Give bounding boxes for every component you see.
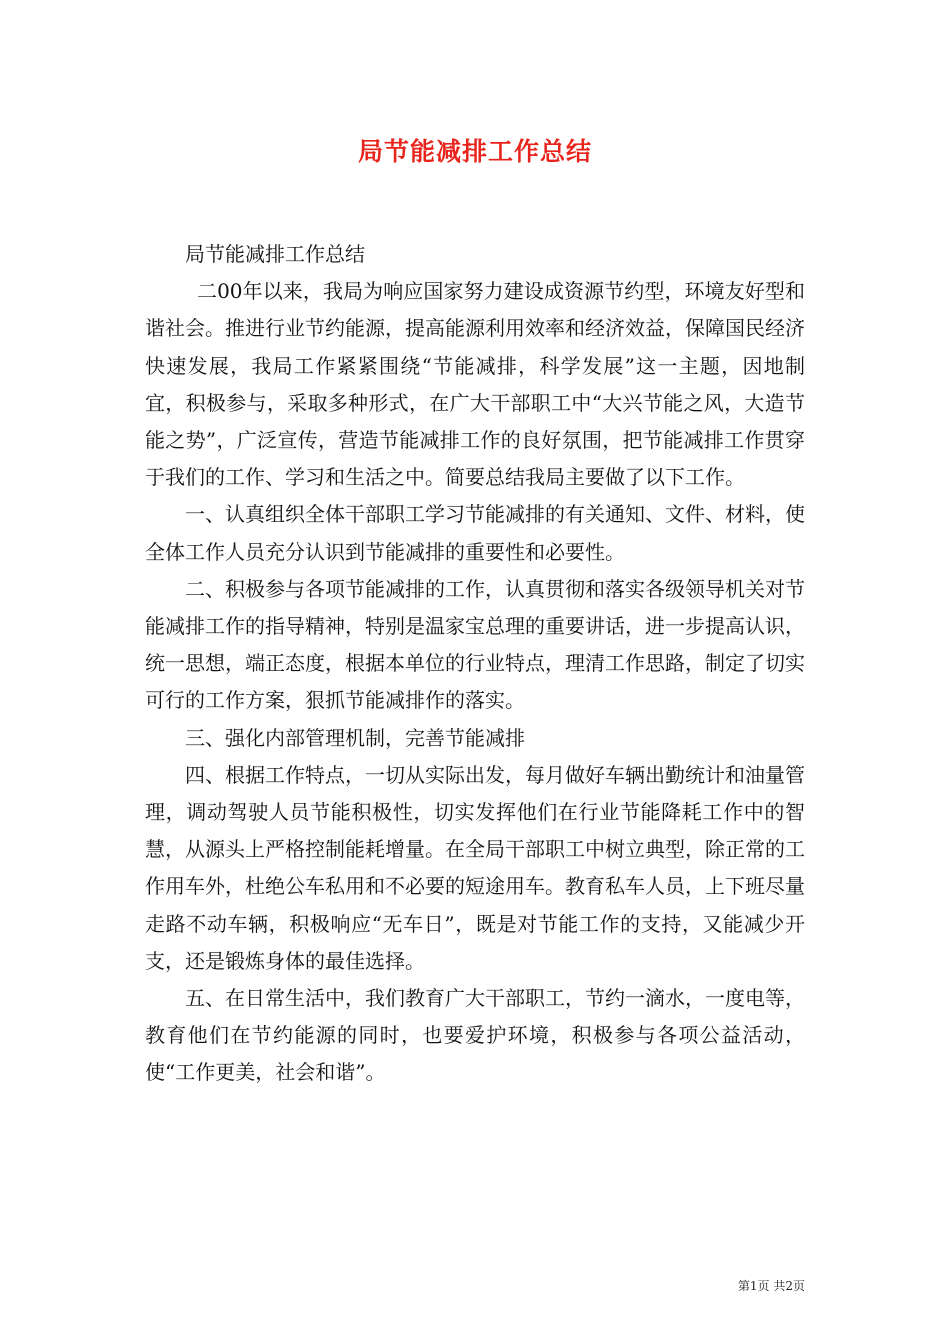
body-heading: 局节能减排工作总结 — [185, 242, 365, 266]
paragraph-item-3: 三、强化内部管理机制，完善节能减排 — [185, 725, 525, 750]
paragraph-intro: 二00年以来，我局为响应国家努力建设成资源节约型，环境友好型和谐社会。推进行业节约能源，提高能源利用效率和经济效益，保障国民经济快速发展，我局工作紧紧围绕“节能减排，科学发展”这一主题，因地制宜，积极参与，采取多种形式，在广大干部职工中“大兴节能之风，大造节能之势”，广泛宣传，营造节能减排工作的良好氛围，把节能减排工作贯穿于我们的工作、学习和生活之中。简要总结我局主要做了以下工作。 — [145, 279, 805, 490]
paragraph-item-1: 一、认真组织全体干部职工学习节能减排的有关通知、文件、材料，使全体工作人员充分认识到节能减排的重要性和必要性。 — [145, 502, 805, 564]
document-title: 局节能减排工作总结 — [357, 137, 592, 166]
paragraph-item-5: 五、在日常生活中，我们教育广大干部职工，节约一滴水，一度电等，教育他们在节约能源的同时，也要爱护环境，积极参与各项公益活动，使“工作更美，社会和谐”。 — [145, 986, 805, 1085]
document-body — [145, 236, 805, 1092]
paragraph-item-2: 二、积极参与各项节能减排的工作，认真贯彻和落实各级领导机关对节能减排工作的指导精神，特别是温家宝总理的重要讲话，进一步提高认识，统一思想，端正态度，根据本单位的行业特点，理清工作思路，制定了切实可行的工作方案，狠抓节能减排作的落实。 — [145, 576, 805, 713]
page-number: 第1页 共2页 — [737, 1279, 805, 1293]
paragraph-item-4: 四、根据工作特点，一切从实际出发，每月做好车辆出勤统计和油量管理，调动驾驶人员节能积极性，切实发挥他们在行业节能降耗工作中的智慧，从源头上严格控制能耗增量。在全局干部职工中树立典型，除正常的工作用车外，杜绝公车私用和不必要的短途用车。教育私车人员，上下班尽量走路不动车辆，积极响应“无车日”，既是对节能工作的支持，又能减少开支，还是锻炼身体的最佳选择。 — [145, 762, 805, 973]
